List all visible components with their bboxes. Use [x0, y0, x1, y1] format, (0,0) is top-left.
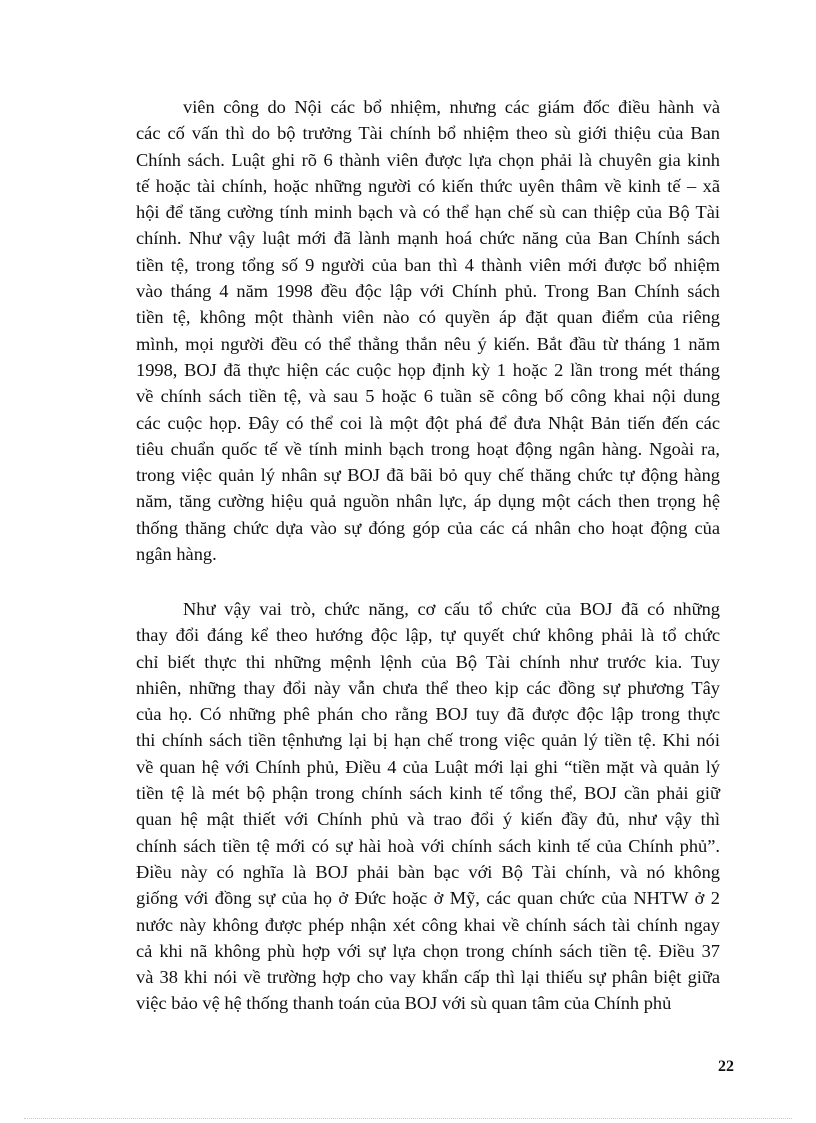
text-line: giống với đồng sự của họ ở Đức hoặc ở Mỹ, các quan chức của NHTW ở 2: [136, 888, 720, 909]
text-line: mình, mọi người đều có thể thẳng thắn nêu ý kiến. Bắt đầu từ tháng 1 năm: [136, 333, 720, 354]
text-line: tiền tệ, trong tổng số 9 người của ban thì 4 thành viên mới được bổ nhiệm: [136, 254, 720, 275]
text-line: về quan hệ với Chính phủ, Điều 4 của Luật mới lại ghi “tiền mặt và quản lý: [136, 756, 720, 777]
text-line: và 38 khi nói về trường hợp cho vay khẩn cấp thì lại thiếu sự phân biệt giữa: [136, 967, 720, 988]
text-line: hội để tăng cường tính minh bạch và có thể hạn chế sù can thiệp của Bộ Tài: [136, 202, 720, 223]
text-line: tiền tệ, không một thành viên nào có quyền áp đặt quan điểm của riêng: [136, 307, 720, 328]
text-line: việc bảo vệ hệ thống thanh toán của BOJ với sù quan tâm của Chính phủ: [136, 993, 672, 1014]
text-line: tế hoặc tài chính, hoặc những người có kiến thức uyên thâm về kinh tế – xã: [136, 175, 720, 196]
text-line: vào tháng 4 năm 1998 đều độc lập với Chính phủ. Trong Ban Chính sách: [136, 281, 720, 302]
text-line: năm, tăng cường hiệu quả nguồn nhân lực, áp dụng một cách then trọng hệ: [136, 491, 720, 512]
text-line: tiêu chuẩn quốc tế về tính minh bạch trong hoạt động ngân hàng. Ngoài ra,: [136, 438, 720, 459]
text-line: của họ. Có những phê phán cho rằng BOJ tuy đã được độc lập trong thực: [136, 704, 720, 725]
text-line: chính. Như vậy luật mới đã lành mạnh hoá chức năng của Ban Chính sách: [136, 228, 720, 249]
text-line: trong việc quản lý nhân sự BOJ đã bãi bỏ quy chế thăng chức tự động hàng: [136, 465, 720, 486]
text-line: ngân hàng.: [136, 544, 217, 565]
text-line: viên công do Nội các bổ nhiệm, nhưng các giám đốc điều hành và: [183, 97, 720, 117]
text-line: chỉ biết thực thi những mệnh lệnh của Bộ Tài chính như trước kia. Tuy: [136, 651, 720, 672]
footer-divider: [24, 1118, 792, 1119]
page-number: 22: [718, 1058, 734, 1075]
paragraph-1: [136, 94, 720, 567]
text-line: các cố vấn thì do bộ trưởng Tài chính bổ nhiệm theo sù giới thiệu của Ban: [136, 123, 720, 144]
text-line: 1998, BOJ đã thực hiện các cuộc họp định kỳ 1 hoặc 2 lần trong mét tháng: [136, 359, 720, 380]
text-line: thống thăng chức dựa vào sự đóng góp của các cá nhân cho hoạt động của: [136, 517, 720, 538]
text-line: Điều này có nghĩa là BOJ phải bàn bạc với Bộ Tài chính, và nó không: [136, 861, 720, 882]
paragraph-2: [136, 596, 720, 1017]
text-line: tiền tệ là mét bộ phận trong chính sách kinh tế tổng thể, BOJ cần phải giữ: [136, 783, 720, 804]
text-line: nước này không được phép nhận xét công khai về chính sách tài chính ngay: [136, 914, 720, 935]
text-line: thay đổi đáng kể theo hướng độc lập, tự quyết chứ không phải là tổ chức: [136, 625, 720, 646]
text-line: quan hệ mật thiết với Chính phủ và trao đổi ý kiến đầy đủ, như vậy thì: [136, 809, 720, 830]
text-line: cả khi nã không phù hợp với sự lựa chọn trong chính sách tiền tệ. Điều 37: [136, 940, 720, 961]
text-line: Chính sách. Luật ghi rõ 6 thành viên được lựa chọn phải là chuyên gia kinh: [136, 149, 720, 170]
text-line: về chính sách tiền tệ, và sau 5 hoặc 6 tuần sẽ công bố công khai nội dung: [136, 386, 720, 407]
text-line: chính sách tiền tệ mới có sự hài hoà với chính sách kinh tế của Chính phủ”.: [136, 835, 720, 856]
text-line: thi chính sách tiền tệnhưng lại bị hạn chế trong việc quản lý tiền tệ. Khi nói: [136, 730, 720, 751]
text-line: Như vậy vai trò, chức năng, cơ cấu tổ chức của BOJ đã có những: [183, 599, 720, 619]
text-line: nhiên, những thay đổi này vẫn chưa thể theo kịp các đồng sự phương Tây: [136, 677, 720, 698]
text-line: các cuộc họp. Đây có thể coi là một đột phá để đưa Nhật Bản tiến đến các: [136, 412, 720, 433]
